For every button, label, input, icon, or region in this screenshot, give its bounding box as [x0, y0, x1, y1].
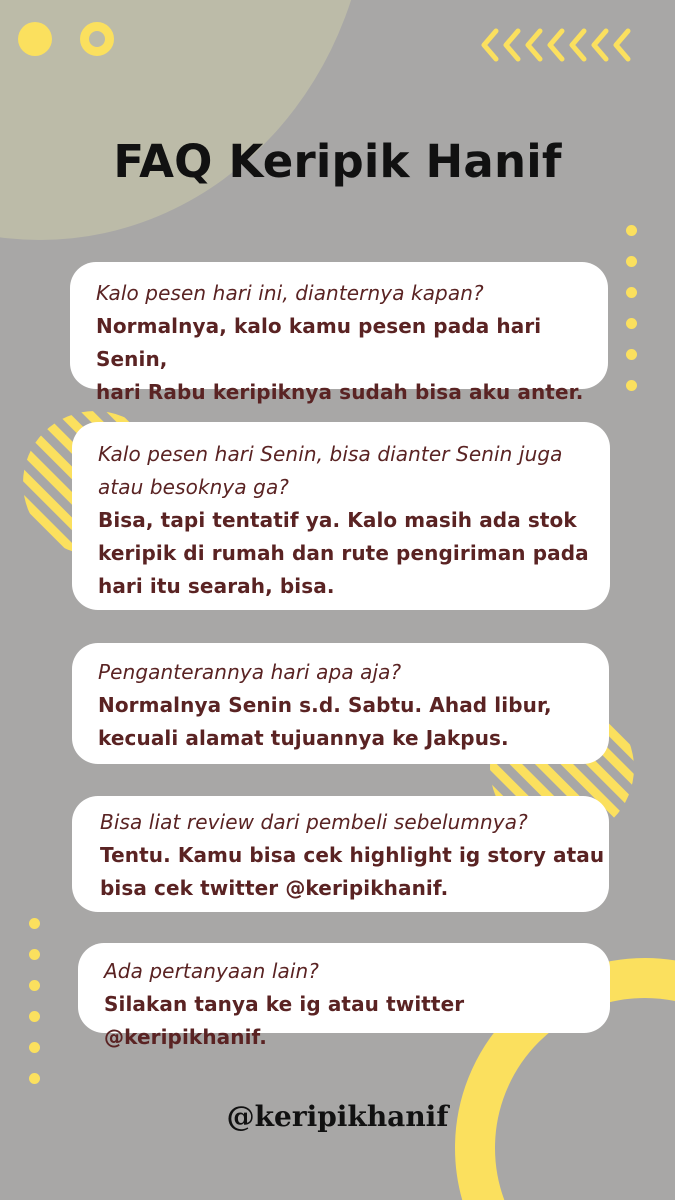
faq-answer-line: hari Rabu keripiknya sudah bisa aku anter.	[96, 380, 584, 404]
faq-answer-line: kecuali alamat tujuannya ke Jakpus.	[98, 726, 509, 750]
faq-card	[72, 643, 609, 764]
faq-question-line: atau besoknya ga?	[98, 475, 290, 499]
faq-question: Kalo pesen hari ini, dianternya kapan?	[96, 281, 484, 305]
faq-answer-line: Normalnya, kalo kamu pesen pada hari Senin,	[96, 314, 542, 371]
faq-question-line: Kalo pesen hari Senin, bisa dianter Senin juga	[98, 442, 563, 466]
faq-answer-line: Tentu. Kamu bisa cek highlight ig story atau	[100, 843, 605, 867]
faq-answer-line: Silakan tanya ke ig atau twitter @keripikhanif.	[104, 992, 465, 1049]
faq-card	[72, 422, 610, 610]
faq-question: Penganterannya hari apa aja?	[98, 660, 402, 684]
faq-answer-line: keripik di rumah dan rute pengiriman pada	[98, 541, 589, 565]
faq-answer-line: bisa cek twitter @keripikhanif.	[100, 876, 449, 900]
page-title: FAQ Keripik Hanif	[113, 135, 562, 188]
footer-handle: @keripikhanif	[226, 1100, 449, 1133]
faq-card	[70, 262, 608, 404]
faq-answer-line: hari itu searah, bisa.	[98, 574, 335, 598]
faq-answer-line: Normalnya Senin s.d. Sabtu. Ahad libur,	[98, 693, 552, 717]
faq-card	[72, 796, 609, 912]
faq-card	[78, 943, 610, 1049]
faq-answer-line: Bisa, tapi tentatif ya. Kalo masih ada stok	[98, 508, 577, 532]
faq-question: Ada pertanyaan lain?	[104, 959, 320, 983]
faq-question: Bisa liat review dari pembeli sebelumnya?	[100, 810, 528, 834]
